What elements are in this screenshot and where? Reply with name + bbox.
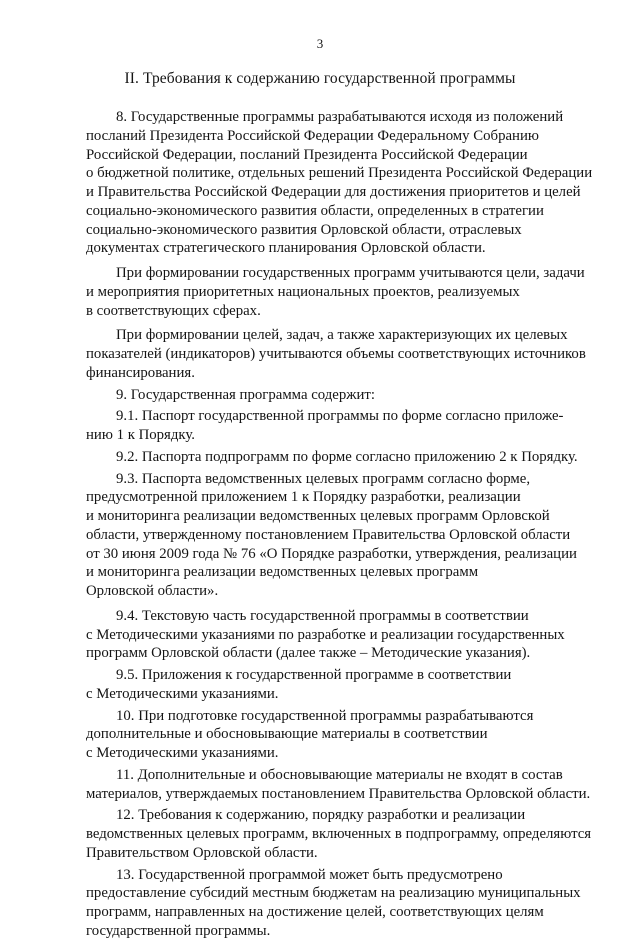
paragraph-9-2: 9.2. Паспорта подпрограмм по форме согласно приложению 2 к Порядку. [116, 448, 578, 465]
paragraph-9-3: 9.3. Паспорта ведомственных целевых программ согласно форме, предусмотренной приложением 1 к Порядку разработки, реализации и мониторинга реализации ведомственных целевых программ Орловской области, утвержденному постановлением Правительства Орловской области от 30 июня 2009 года № 76 «О Порядке разработки, утверждения, реализации и мониторинга реализации ведомственных целевых программ Орловской области». [86, 470, 577, 599]
paragraph-9-4: 9.4. Текстовую часть государственной программы в соответствии с Методическими указаниями по разработке и реализации государственных программ Орловской области (далее также – Методические указания). [86, 607, 565, 662]
paragraph-11: 11. Дополнительные и обосновывающие материалы не входят в состав материалов, утверждаемых постановлением Правительства Орловской области. [86, 766, 591, 802]
page-number: 3 [316, 36, 324, 51]
paragraph-8-national-projects: При формировании государственных программ учитываются цели, задачи и мероприятия приоритетных национальных проектов, реализуемых в соответствующих сферах. [86, 265, 585, 319]
paragraph-8-financing: При формировании целей, задач, а также характеризующих их целевых показателей (индикаторов) учитываются объемы соответствующих источников финансирования. [86, 327, 586, 381]
paragraph-8: 8. Государственные программы разрабатываются исходя из положений посланий Президента Российской Федерации Федеральному Собранию Российской Федерации, посланий Президента Российской Федерации о бюджетной политике, отдельных решений Президента Российской Федерации и Правительства Российской Федерации для достижения приоритетов и целей социально-экономического развития области, определенных в стратегии социально-экономического развития Орловской области, отраслевых документах стратегического планирования Орловской области. [86, 109, 593, 257]
paragraph-9-5: 9.5. Приложения к государственной программе в соответствии с Методическими указаниями. [86, 667, 512, 702]
paragraph-9: 9. Государственная программа содержит: [116, 386, 375, 403]
paragraph-9-1: 9.1. Паспорт государственной программы по форме согласно приложе- нию 1 к Порядку. [86, 408, 564, 443]
document-body [86, 108, 606, 941]
section-heading: II. Требования к содержанию государственной программы [124, 70, 516, 87]
paragraph-12: 12. Требования к содержанию, порядку разработки и реализации ведомственных целевых программ, включенных в подпрограмму, определяются Правительством Орловской области. [86, 807, 592, 861]
paragraph-10: 10. При подготовке государственной программы разрабатываются дополнительные и обосновывающие материалы в соответствии с Методическими указаниями. [86, 707, 534, 761]
paragraph-13: 13. Государственной программой может быть предусмотрено предоставление субсидий местным бюджетам на реализацию муниципальных программ, направленных на достижение целей, соответствующих целям государственной программы. [86, 866, 581, 939]
